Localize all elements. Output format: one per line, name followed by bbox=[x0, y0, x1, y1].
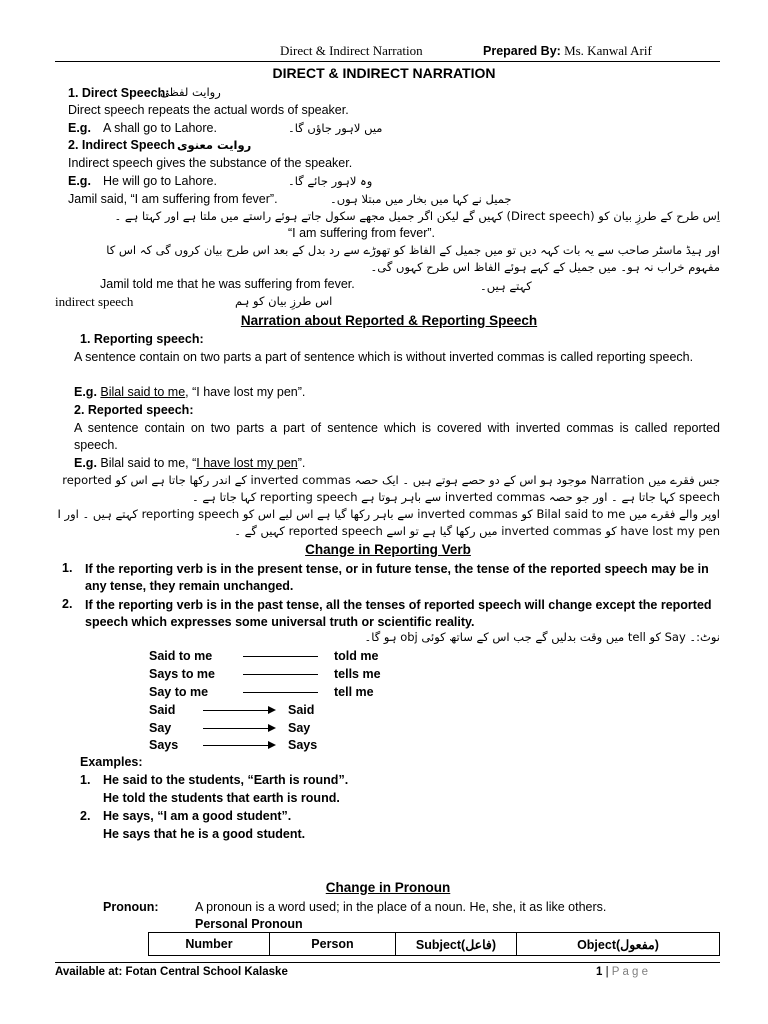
direct-heading: 1. Direct Speech: bbox=[68, 86, 170, 100]
verb-pair-to-2: tell me bbox=[334, 685, 374, 699]
reported-eg-end: ”. bbox=[297, 456, 306, 470]
page-separator: | bbox=[602, 966, 612, 978]
jamil-urdu-4: مفہوم خراب نہ ہو۔ میں جمیل کے کہے ہوئے الفاظ اس طرح کہوں گی۔ bbox=[370, 260, 720, 274]
verb-pair-to-4: Say bbox=[288, 721, 311, 735]
ex1-num: 1. bbox=[80, 773, 91, 787]
reporting-eg bbox=[74, 385, 305, 399]
narration-urdu-1: جس فقرے میں Narration موجود ہو اس کے دو حصے ہوتے ہیں ۔ ایک حصہ inverted commas کے اندر رکھا جاتا ہے اس کو reported bbox=[62, 473, 720, 487]
indirect-eg-text: He will go to Lahore. bbox=[103, 174, 217, 188]
jamil-line1-urdu: جمیل نے کہا میں بخار میں مبتلا ہوں۔ bbox=[330, 192, 512, 206]
verb-pair-from-3: Said bbox=[149, 703, 176, 717]
reporting-eg-underlined: Bilal said to me bbox=[100, 385, 186, 399]
pair-line-2 bbox=[243, 692, 318, 693]
jamil-quote2: “I am suffering from fever”. bbox=[288, 226, 436, 240]
indirect-speech-label: indirect speech bbox=[55, 294, 134, 309]
reporting-verb-note-urdu: نوٹ:۔ Say کو tell میں وقت بدلیں گے جب اس کے ساتھ کوئی obj ہو گا۔ bbox=[364, 630, 720, 644]
rule1-text: If the reporting verb is in the present tense, or in future tense, the tense of the reported speech may be in any tense, they remain unchanged. bbox=[85, 562, 709, 593]
indirect-eg-label: E.g. bbox=[68, 174, 91, 188]
pair-arrow-head-3 bbox=[268, 706, 276, 714]
direct-eg-urdu: میں لاہور جاؤں گا۔ bbox=[288, 121, 383, 135]
jamil-urdu-3: اور ہیڈ ماسٹر صاحب سے یہ بات کہہ دیں تو میں جمیل کے الفاظ کو تھوڑے سے رد بدل کے بعد اس طرح بیان کروں گی کہ اس کا bbox=[106, 243, 720, 257]
pronoun-label: Pronoun: bbox=[103, 900, 159, 914]
header-rule bbox=[55, 61, 720, 62]
col-object: Object(مفعول) bbox=[517, 933, 720, 956]
pair-arrow-line-3 bbox=[203, 710, 270, 711]
page-word: P a g e bbox=[611, 966, 649, 978]
narration-urdu-4: have lost my pen کو inverted commas میں رکھا گیا ہے تو اسے reported speech کہیں گے ۔ bbox=[234, 524, 720, 538]
reporting-definition: A sentence contain on two parts a part of sentence which is without inverted commas is called reporting speech. bbox=[74, 350, 694, 364]
verb-pair-to-0: told me bbox=[334, 649, 379, 663]
reported-eg-underlined: I have lost my pen bbox=[196, 456, 298, 470]
indirect-speech-urdu: اس طرزِ بیان کو ہم bbox=[235, 294, 333, 308]
direct-heading-urdu: روایت لفظی bbox=[160, 85, 221, 99]
reported-eg-label: E.g. bbox=[74, 456, 97, 470]
rule2-text: If the reporting verb is in the past tense, all the tenses of reported speech will change except the reported speech which expresses some universal truth or scientific reality. bbox=[85, 598, 712, 629]
footer-rule bbox=[55, 962, 720, 963]
pair-arrow-line-4 bbox=[203, 728, 270, 729]
verb-pair-from-4: Say bbox=[149, 721, 172, 735]
narration-heading: Narration about Reported & Reporting Speech bbox=[240, 313, 538, 328]
ex1-b: He told the students that earth is round. bbox=[103, 791, 340, 805]
reporting-eg-rest: , “I have lost my pen”. bbox=[185, 385, 306, 399]
reported-eg bbox=[74, 456, 305, 470]
pronoun-definition: A pronoun is a word used; in the place of a noun. He, she, it as like others. bbox=[195, 900, 607, 914]
col-subject: Subject(فاعل) bbox=[396, 933, 517, 956]
reported-definition: A sentence contain on two parts a part of sentence which is covered with inverted commas is called reported speech. bbox=[74, 421, 720, 452]
jamil-told: Jamil told me that he was suffering from fever. bbox=[100, 277, 355, 291]
header-title: Direct & Indirect Narration bbox=[280, 43, 423, 58]
reporting-heading: 1. Reporting speech: bbox=[80, 332, 204, 346]
indirect-heading bbox=[68, 138, 251, 152]
pronoun-heading: Change in Pronoun bbox=[325, 880, 451, 895]
direct-definition: Direct speech repeats the actual words of speaker. bbox=[68, 103, 349, 117]
direct-eg-text: A shall go to Lahore. bbox=[103, 121, 217, 135]
verb-pair-from-2: Say to me bbox=[149, 685, 209, 699]
pair-line-1 bbox=[243, 674, 318, 675]
page-title: DIRECT & INDIRECT NARRATION bbox=[272, 65, 496, 81]
indirect-definition: Indirect speech gives the substance of the speaker. bbox=[68, 156, 353, 170]
narration-urdu-2: speech کہا جاتا ہے ۔ اور جو حصہ inverted commas سے باہر ہوتا ہے reporting speech کہا جاتا ہے ۔ bbox=[192, 490, 720, 504]
indirect-heading-en: 2. Indirect Speech bbox=[68, 138, 175, 152]
examples-heading: Examples: bbox=[80, 755, 143, 769]
pronoun-table bbox=[148, 932, 720, 956]
reported-heading: 2. Reported speech: bbox=[74, 403, 194, 417]
col-number: Number bbox=[149, 933, 270, 956]
personal-pronoun-label: Personal Pronoun bbox=[195, 917, 303, 931]
ex2-a: He says, “I am a good student”. bbox=[103, 809, 292, 823]
header-prepared bbox=[483, 43, 652, 59]
page-number: 1 bbox=[596, 966, 603, 978]
verb-pair-to-1: tells me bbox=[334, 667, 381, 681]
ex1-a: He said to the students, “Earth is round”. bbox=[103, 773, 349, 787]
reported-eg-start: Bilal said to me, “ bbox=[100, 456, 197, 470]
ex2-b: He says that he is a good student. bbox=[103, 827, 306, 841]
pair-line-0 bbox=[243, 656, 318, 657]
pair-arrow-line-5 bbox=[203, 745, 270, 746]
indirect-heading-urdu: روایت معنوی bbox=[176, 138, 252, 152]
table-header-row bbox=[149, 933, 720, 956]
ex2-num: 2. bbox=[80, 809, 91, 823]
direct-eg-label: E.g. bbox=[68, 121, 91, 135]
verb-pair-from-0: Said to me bbox=[149, 649, 213, 663]
rule2-num: 2. bbox=[62, 597, 73, 611]
pair-arrow-head-4 bbox=[268, 724, 276, 732]
verb-pair-to-5: Says bbox=[288, 738, 318, 752]
narration-urdu-3: اوپر والے فقرے میں Bilal said to me کو inverted commas سے باہر رکھا گیا ہے اس لیے اس کو reporting speech کہتے ہیں ۔ اور I bbox=[57, 507, 720, 521]
footer-page bbox=[596, 966, 648, 978]
indirect-eg-urdu: وہ لاہور جائے گا۔ bbox=[288, 174, 373, 188]
prepared-label: Prepared By: bbox=[483, 44, 561, 58]
prepared-name: Ms. Kanwal Arif bbox=[560, 43, 652, 58]
verb-pair-to-3: Said bbox=[288, 703, 315, 717]
verb-pair-from-5: Says bbox=[149, 738, 179, 752]
jamil-told-urdu: کہتے ہیں۔ bbox=[480, 279, 532, 293]
col-person: Person bbox=[270, 933, 396, 956]
reporting-verb-heading: Change in Reporting Verb bbox=[305, 542, 471, 557]
rule1-num: 1. bbox=[62, 561, 73, 575]
jamil-urdu-2: اِس طرح کے طرزِ بیان کو (Direct speech) کہیں گے لیکن اگر جمیل مجھے سکول جاتے ہوئے راستے میں ملتا ہے اور کہتا ہے ۔ bbox=[114, 209, 720, 223]
reporting-eg-label: E.g. bbox=[74, 385, 97, 399]
verb-pair-from-1: Says to me bbox=[149, 667, 216, 681]
jamil-line1: Jamil said, “I am suffering from fever”. bbox=[68, 192, 278, 206]
footer-available: Available at: Fotan Central School Kalaske bbox=[55, 966, 288, 978]
pair-arrow-head-5 bbox=[268, 741, 276, 749]
